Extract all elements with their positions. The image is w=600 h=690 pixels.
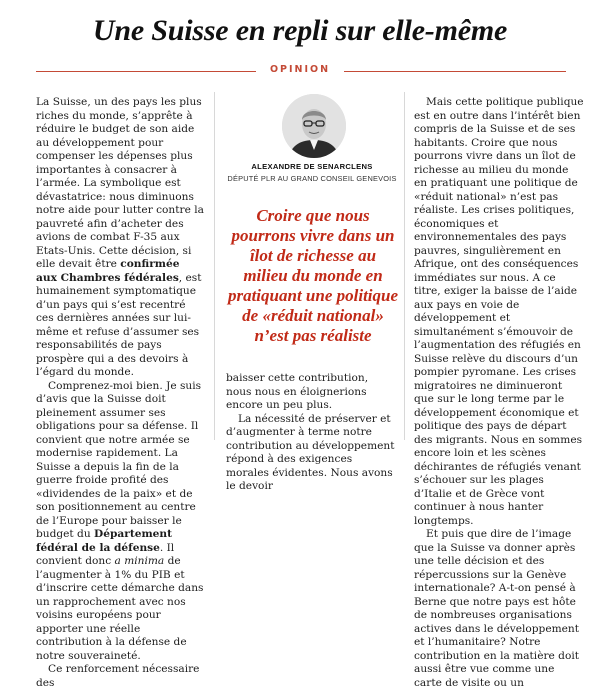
paragraph (36, 380, 204, 664)
rubric-rule-right (344, 71, 566, 72)
section-rubric (0, 62, 600, 78)
author-name: ALEXANDRE DE SENARCLENS (251, 162, 373, 171)
paragraph: Mais cette politique publique est en outre dans l’intérêt bien compris de la Suisse et de ses habitants. Croire que nous pourrons vivre dans un îlot de richesse au milieu du monde en pratiquant une politique de «réduit national» n’est pas réaliste. Les crises politiques, économiques et environnementales des pays pauvres, singulièrement en Afrique, ont des conséquences immédiates sur nous. A ce titre, exiger la baisse de l’aide aux pays en voie de développement et simultanément s’émouvoir de l’augmentation des réfugiés en Suisse relève du discours d’un pompier pyromane. Les crises migratoires ne diminueront que sur le long terme par le développement économique et politique des pays de départ des migrants. Nous en sommes encore loin et les scènes déchirantes de réfugiés venant s’échouer sur les plages d’Italie et de Grèce vont continuer à nous hanter longtemps. (414, 96, 584, 527)
paragraph: baisser cette contribution, nous nous en éloignerions encore un peu plus. (226, 372, 369, 411)
paragraph (36, 96, 204, 380)
paragraph: La nécessité de préserver et d’augmenter à terme notre contribution au développement répond à des exigences morales évidentes. Nous avons le devoir (226, 412, 395, 492)
author-photo (282, 94, 346, 158)
headline: Une Suisse en repli sur elle-même (92, 14, 508, 47)
text-run: , est humainement symptomatique d’un pays qui s’est recentré ces dernières années sur lui-même et refuse d’assumer ses responsabilités de pays prospère qui a des devoirs à l’égard du monde. (36, 271, 202, 378)
paragraph: Ce renforcement nécessaire des (36, 663, 200, 689)
column-divider-left (214, 92, 215, 440)
paragraph: Et puis que dire de l’image que la Suisse va donner après une telle décision et des répercussions sur la Genève internationale? A-t-on pensé à Berne que notre pays est hôte de nombreuses organisations actives dans le développement et l’humanitaire? Notre contribution en la matière doit aussi être vue comme une carte de visite ou un (414, 528, 579, 689)
author-role: DÉPUTÉ PLR AU GRAND CONSEIL GENEVOIS (227, 174, 397, 183)
article-column-3 (414, 96, 584, 690)
text-run-italic: a minima (114, 555, 165, 567)
author-portrait-image (282, 94, 346, 158)
rubric-rule-left (36, 71, 256, 72)
text-run: La Suisse, un des pays les plus riches du monde, s’apprête à réduire le budget de son aide au développement pour compenser les dépenses plus importantes à consacrer à l’armée. La symbolique est dévastatrice: nous diminuons notre aide pour lutter contre la pauvreté afin d’acheter des avions de combat F-35 aux Etats-Unis. Cette décision, si elle devait être (36, 96, 204, 270)
text-run-bold: confirmée aux Chambres fédérales (36, 258, 180, 284)
text-run: Comprenez-moi bien. Je suis d’avis que la Suisse doit pleinement assumer ses obligations pour sa défense. Il convient que notre armée se modernise rapidement. La Suisse a depuis la fin de la guerre froide profité des «dividendes de la paix» et de son positionnement au centre de l’Europe pour baisser le budget du (36, 379, 202, 540)
column-divider-right (404, 92, 405, 440)
pull-quote: Croire que nous pourrons vivre dans un îlot de richesse au milieu du monde en pratiquant une politique de «réduit national» n’est pas réaliste (227, 206, 399, 345)
section-label: OPINION (269, 64, 331, 75)
article-column-2 (226, 372, 396, 494)
article-column-1 (36, 96, 204, 690)
text-run: de l’augmenter à 1% du PIB et d’inscrire cette démarche dans un rapprochement avec nos voisins européens pour apporter une réelle contribution à la défense de notre souveraineté. (36, 555, 204, 662)
text-run: . Il convient donc (36, 541, 175, 567)
text-run-bold: Département fédéral de la défense (36, 528, 173, 554)
